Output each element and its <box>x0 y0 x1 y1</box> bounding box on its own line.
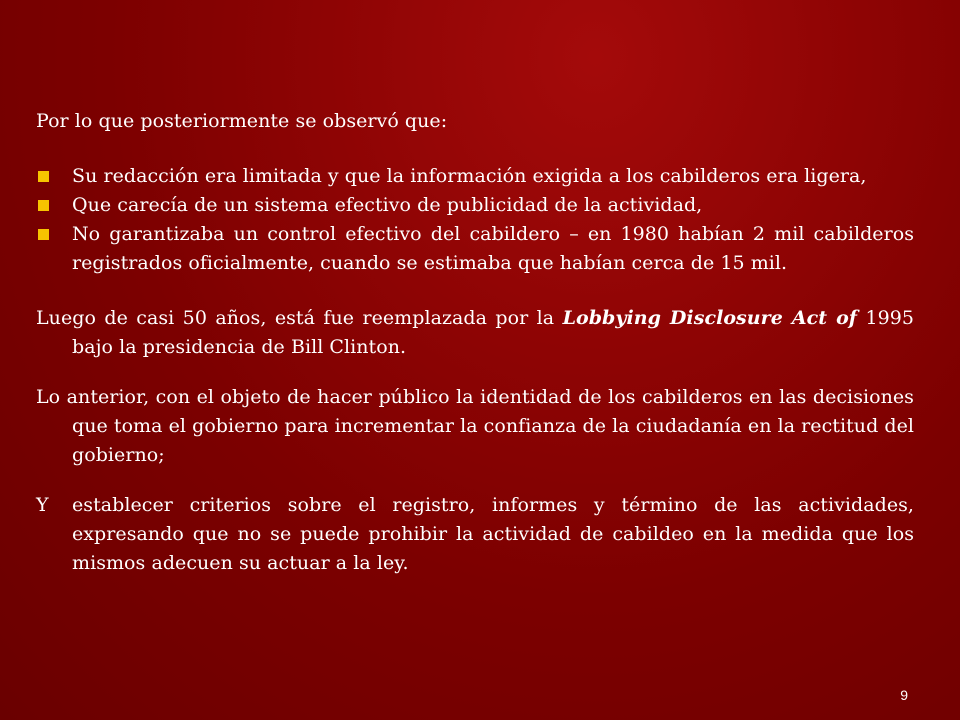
paragraph-y-establecer <box>36 491 914 578</box>
square-bullet-icon <box>38 200 49 211</box>
paragraph-text: establecer criterios sobre el registro, informes y término de las actividades, expresando que no se puede prohibir la actividad de cabildeo en la medida que los mismos adecuen su actuar a la ley. <box>72 494 914 574</box>
spacer <box>36 136 914 162</box>
paragraph-lo-anterior: Lo anterior, con el objeto de hacer público la identidad de los cabilderos en las decisiones que toma el gobierno para incrementar la confianza de la ciudadanía en la rectitud del gobierno; <box>36 386 915 466</box>
spacer <box>36 470 914 491</box>
bullet-item <box>36 162 914 191</box>
intro-text: Por lo que posteriormente se observó que: <box>36 110 448 132</box>
paragraph-lead-letter: Y <box>36 494 49 516</box>
square-bullet-icon <box>38 229 49 240</box>
spacer <box>36 362 914 383</box>
bullet-text: Que carecía de un sistema efectivo de publicidad de la actividad, <box>72 194 703 216</box>
bullet-list <box>36 162 914 278</box>
slide-body <box>36 107 914 578</box>
page-number: 9 <box>900 687 908 703</box>
paragraph-lobbying-act <box>36 304 914 362</box>
bullet-item <box>36 191 914 220</box>
act-name-emphasis: Lobbying Disclosure Act of <box>562 307 858 329</box>
paragraph-text: 1995 bajo la presidencia de Bill Clinton. <box>72 307 914 358</box>
bullet-item <box>36 220 914 278</box>
square-bullet-icon <box>38 171 49 182</box>
spacer <box>36 278 914 304</box>
bullet-text: No garantizaba un control efectivo del cabildero – en 1980 habían 2 mil cabilderos registrados oficialmente, cuando se estimaba que habían cerca de 15 mil. <box>72 223 914 274</box>
paragraph-text: Luego de casi 50 años, está fue reemplazada por la <box>36 307 563 329</box>
bullet-text: Su redacción era limitada y que la información exigida a los cabilderos era ligera, <box>72 165 867 187</box>
